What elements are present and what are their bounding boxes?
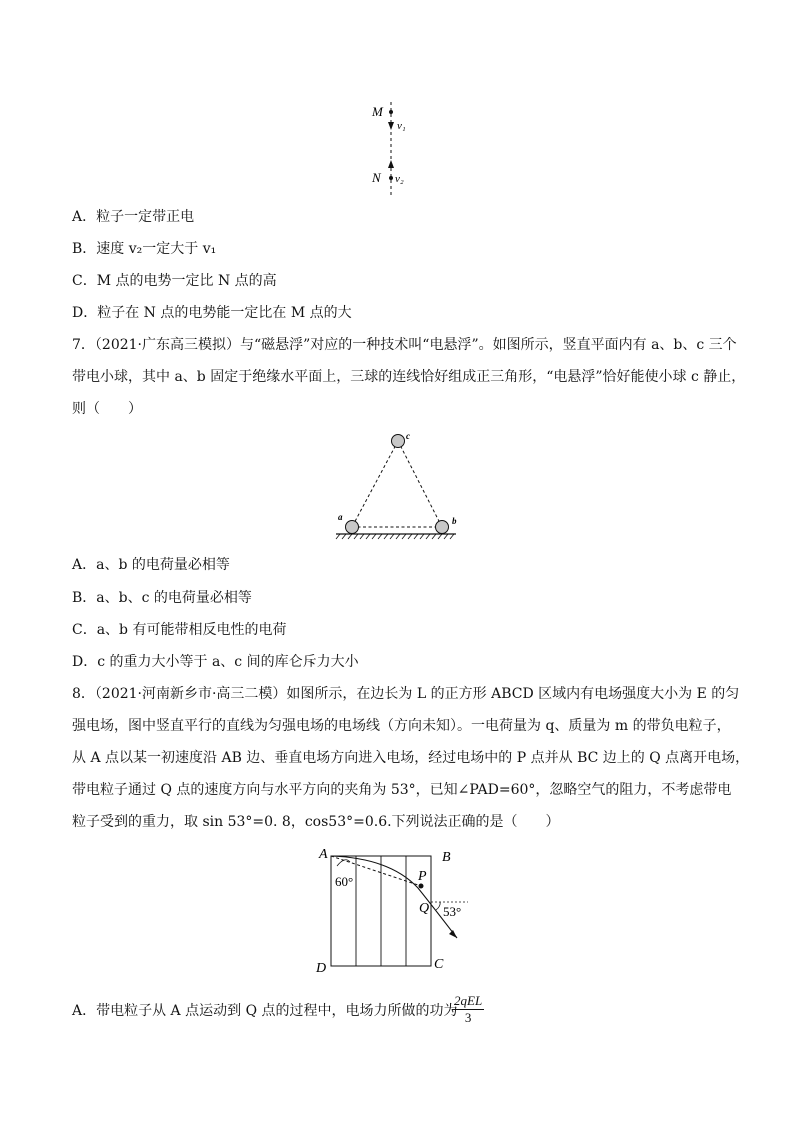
point-m <box>389 110 393 114</box>
q8-stem-line: 粒子受到的重力，取 sin 53°=0. 8，cos53°=0.6.下列说法正确的是（ ） <box>72 814 560 830</box>
side-bc <box>398 441 442 527</box>
q8-option-a: A．带电粒子从 A 点运动到 Q 点的过程中，电场力所做的功为 <box>72 1003 458 1019</box>
q7-option-c: C．a、b 有可能带相反电性的电荷 <box>72 622 287 638</box>
q8-stem-line: 强电场，图中竖直平行的直线为匀强电场的电场线（方向未知）。一电荷量为 q、质量为 m 的带负电粒子， <box>72 718 731 734</box>
q8-option-a-fraction <box>452 993 484 1026</box>
arrow-up-v2 <box>388 160 394 168</box>
label-b: b <box>452 516 457 526</box>
label-Q: Q <box>419 901 430 916</box>
label-v1: v₁ <box>397 120 406 132</box>
arrow-down-v1 <box>388 122 394 130</box>
trajectory <box>331 856 457 938</box>
q7-stem-line: 带电小球，其中 a、b 固定于绝缘水平面上，三球的连线恰好组成正三角形，“电悬浮”恰好能使小球 c 静止， <box>72 369 746 385</box>
q6-option-c: C．M 点的电势一定比 N 点的高 <box>72 273 277 289</box>
label-c: c <box>406 431 410 441</box>
q7-option-d: D．c 的重力大小等于 a、c 间的库仑斥力大小 <box>72 654 359 670</box>
label-n: N <box>372 170 381 185</box>
label-a: a <box>338 512 343 522</box>
q8-stem-line: 从 A 点以某一初速度沿 AB 边、垂直电场方向进入电场，经过电场中的 P 点并从 BC 边上的 Q 点离开电场， <box>72 750 750 766</box>
ball-b <box>436 521 449 534</box>
q7-stem <box>72 329 746 425</box>
ball-c <box>392 435 405 448</box>
mn-figure <box>360 100 430 200</box>
q7-option-a: A．a、b 的电荷量必相等 <box>72 557 230 573</box>
fraction-numerator: 2qEL <box>454 993 483 1008</box>
angle-arc-60 <box>337 860 350 866</box>
q6-option-b: B．速度 v₂一定大于 v₁ <box>72 241 217 257</box>
ball-a <box>346 521 359 534</box>
ground-hatch <box>336 534 454 539</box>
label-P: P <box>418 869 427 884</box>
point-p <box>419 884 424 889</box>
q7-stem-line: 7．（2021·广东高三模拟）与“磁悬浮”对应的一种技术叫“电悬浮”。如图所示，竖直平面内有 a、b、c 三个 <box>72 337 737 353</box>
side-ac <box>352 441 398 527</box>
q8-stem-line: 8．（2021·河南新乡市·高三二模）如图所示，在边长为 L 的正方形 ABCD 区域内有电场强度大小为 E 的匀 <box>72 686 740 702</box>
label-m: M <box>372 104 383 119</box>
point-n <box>389 176 393 180</box>
trajectory-arrow <box>449 930 457 938</box>
q6-option-d: D．粒子在 N 点的电势能一定比在 M 点的大 <box>72 305 352 321</box>
label-angle-60: 60° <box>335 874 354 889</box>
label-A: A <box>319 847 328 862</box>
triangle-figure <box>330 428 465 543</box>
q6-option-a: A．粒子一定带正电 <box>72 209 195 225</box>
label-B: B <box>442 850 451 865</box>
q7-option-b: B．a、b、c 的电荷量必相等 <box>72 590 252 606</box>
q8-stem-line: 带电粒子通过 Q 点的速度方向与水平方向的夹角为 53°，已知∠PAD=60°，忽略空气的阻力，不考虑带电 <box>72 782 732 798</box>
label-v2: v₂ <box>395 173 404 185</box>
square-field-figure <box>310 840 480 980</box>
label-D: D <box>316 961 327 976</box>
label-angle-53: 53° <box>443 904 462 919</box>
angle-arc-53 <box>436 902 440 910</box>
q7-stem-line: 则（ ） <box>72 401 142 417</box>
q8-stem <box>72 678 750 838</box>
label-C: C <box>434 957 444 972</box>
fraction-denominator: 3 <box>464 1010 472 1025</box>
